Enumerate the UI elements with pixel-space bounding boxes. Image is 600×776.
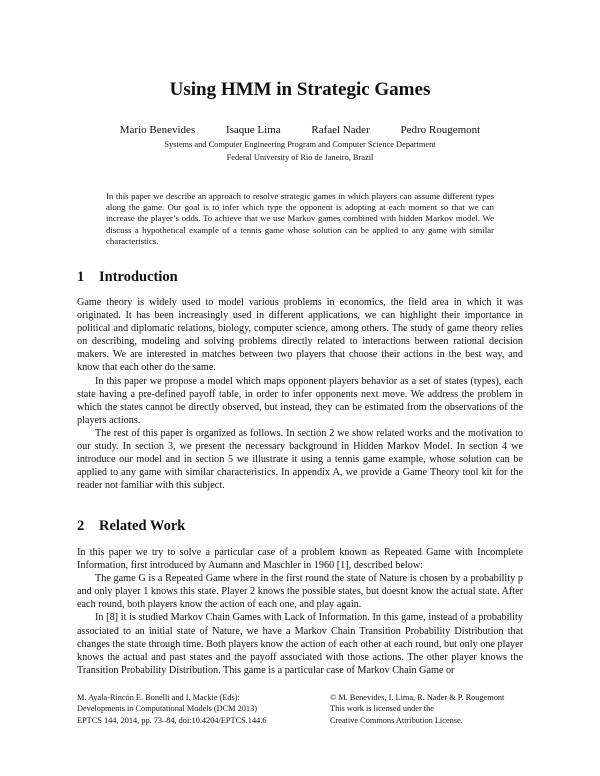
paragraph: The game G is a Repeated Game where in the first round the state of Nature is chosen by a probability p and only player 1 knows this state. Player 2 knows the possible states, but doesnt know the actual state. After each round, both players know the action of each one, and play again. (77, 573, 523, 611)
footer-line: © M. Benevides, I. Lima, R. Nader & P. Rougemont (330, 693, 505, 702)
paragraph: The rest of this paper is organized as follows. In section 2 we show related works and the motivation to our study. In section 3, we present the necessary background in Hidden Markov Model. In section 4 we introduce our model and in section 5 we illustrate it using a tennis game example, whose solution can be applied to any game with similar characteristics. In appendix A, we provide a Game Theory tool kit for the reader not familiar with this subject. (77, 427, 523, 492)
section-number: 2 (77, 518, 85, 534)
section-heading (77, 269, 178, 286)
affiliation-university: Federal University of Rio de Janeiro, Brazil (226, 153, 374, 162)
footer-citation (77, 692, 317, 726)
footer-line: This work is licensed under the (330, 704, 434, 714)
footer-line: M. Ayala-Rincón E. Bonelli and I. Mackie (Eds): (77, 693, 240, 702)
section-title: Introduction (99, 269, 178, 285)
author-list (0, 124, 600, 136)
section-title: Related Work (99, 518, 186, 534)
author: Pedro Rougemont (400, 124, 481, 136)
footer-line: Developments in Computational Models (DCM 2013) (77, 704, 257, 714)
abstract: In this paper we describe an approach to resolve strategic games in which players can assume different types along the game. Our goal is to infer which type the opponent is adopting at each moment so that we can increase the player’s odds. To achieve that we use Markov games combined with hidden Markov model. We discuss a hypothetical example of a tennis game whose solution can be applied to any game with similar characteristics. (106, 191, 494, 246)
footer-license (330, 692, 540, 726)
paragraph: In this paper we propose a model which maps opponent players behavior as a set of states (types), each state having a pre-defined payoff table, in order to infer opponents next move. We address the problem in which the states cannot be directly observed, but instead, they can be estimated from the observations of the players actions. (77, 375, 523, 426)
paragraph: In this paper we try to solve a particular case of a problem known as Repeated Game with Incomplete Information, first introduced by Aumann and Maschler in 1960 [1], described below: (77, 547, 523, 572)
paragraph: Game theory is widely used to model various problems in economics, the field area in which it was originated. It has been increasingly used in different applications, we can highlight their importance in political and diplomatic relations, biology, computer science, among others. The study of game theory relies on describing, modeling and solving problems directly related to interactions between rational decision makers. We are interested in matches between two players that choose their actions in the best way, and know that each other do the same. (77, 297, 523, 374)
section-body (77, 296, 523, 492)
author: Mario Benevides (119, 124, 196, 136)
section-heading (77, 518, 185, 535)
section-body (77, 546, 523, 677)
footer-line: Creative Commons Attribution License. (330, 715, 463, 725)
author: Isaque Lima (225, 124, 281, 136)
section-number: 1 (77, 269, 85, 285)
paragraph: In [8] it is studied Markov Chain Games with Lack of Information. In this game, instead of a probability associated to an initial state of Nature, we have a Markov Chain Transition Probability Distribution that changes the state through time. Both players know the action of each other at each round, but only one player knows the actual and past states and the payoff associated with those actions. The other player knows the Transition Probability Distribution. This game is a particular case of Markov Chain Game or (77, 612, 523, 676)
footer-line: EPTCS 144, 2014, pp. 73–84, doi:10.4204/EPTCS.144.6 (77, 715, 267, 725)
author: Rafael Nader (311, 124, 370, 136)
affiliation-department: Systems and Computer Engineering Program and Computer Science Department (164, 140, 436, 149)
paper-title: Using HMM in Strategic Games (169, 79, 431, 100)
